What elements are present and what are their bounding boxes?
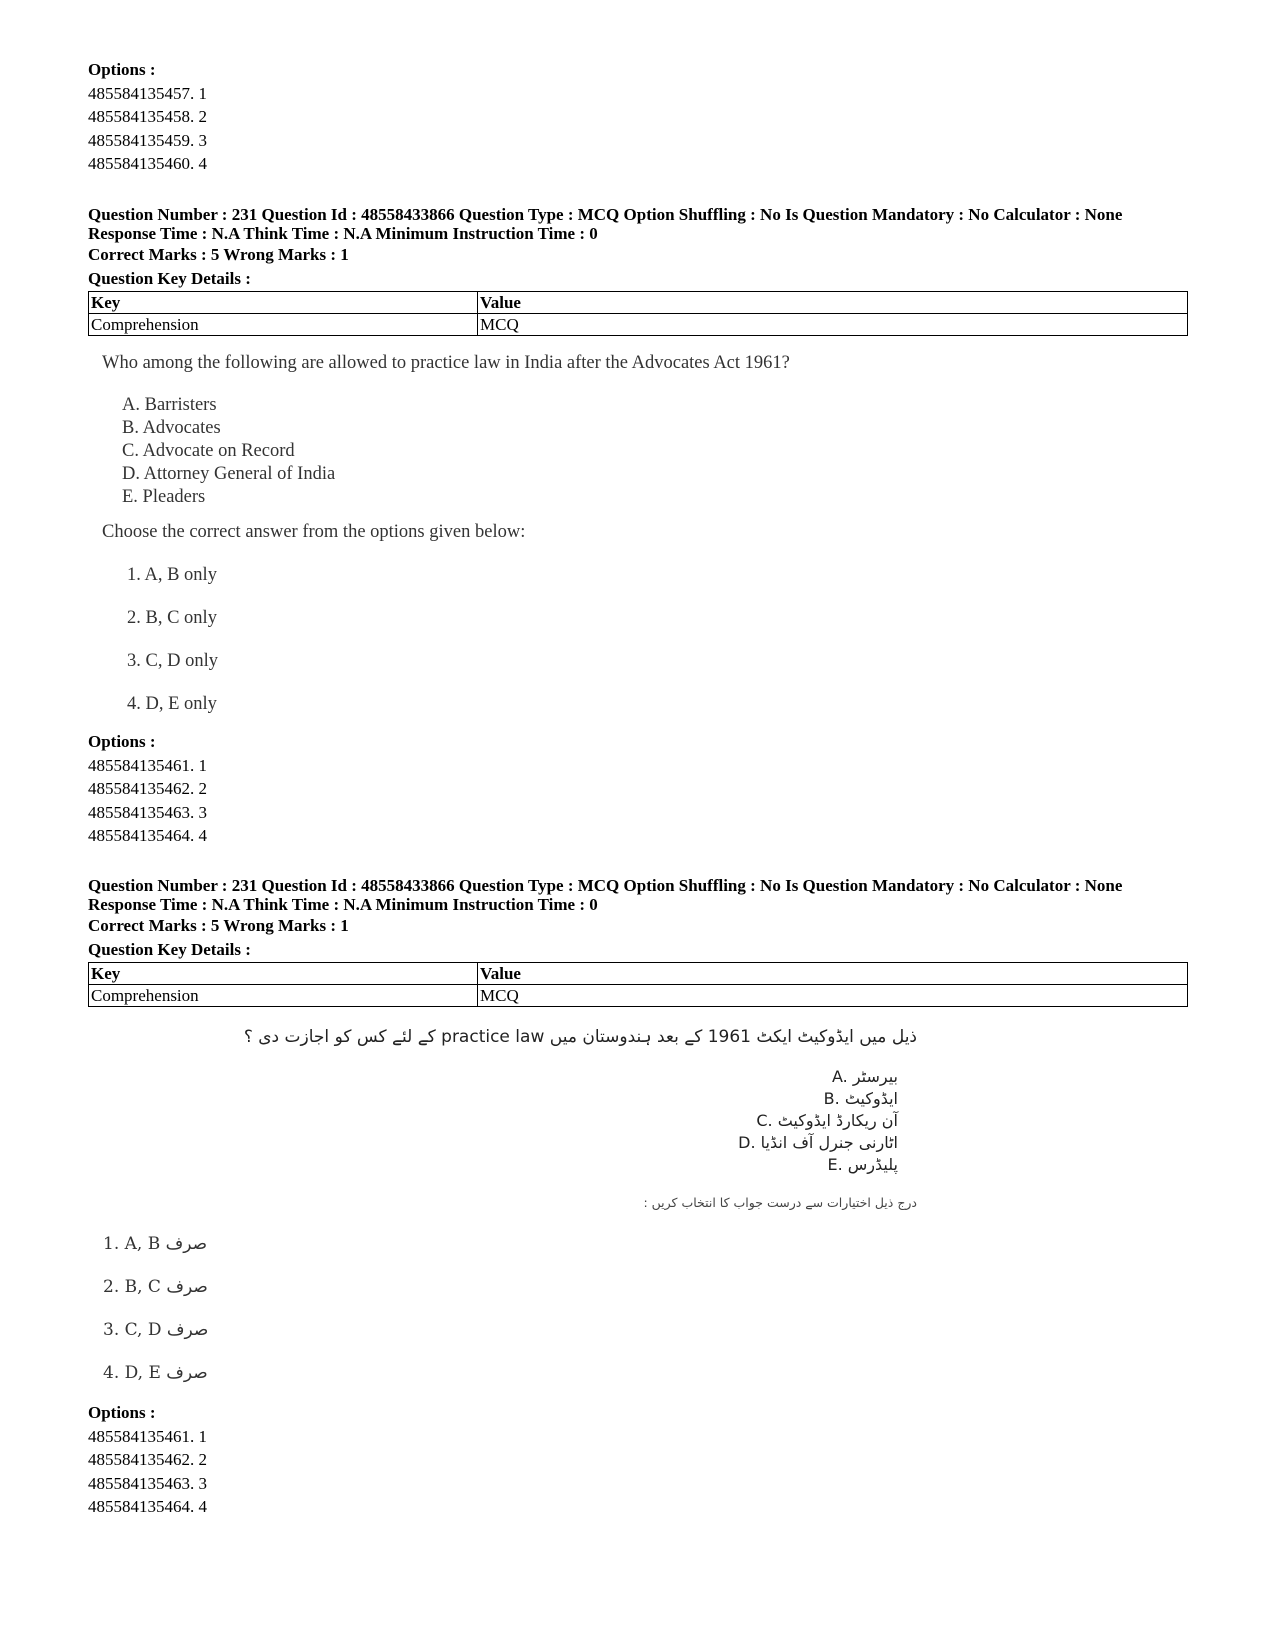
option-item: 485584135457. 1 — [88, 83, 207, 103]
meta-line-2: Response Time : N.A Think Time : N.A Minimum Instruction Time : 0 — [88, 224, 598, 243]
question-items — [122, 394, 335, 509]
list-item: E. Pleaders — [122, 487, 206, 507]
value-cell: MCQ — [478, 985, 1188, 1007]
list-item: E. پلیڈرس — [827, 1155, 898, 1174]
list-item: A. بیرسٹر — [831, 1067, 898, 1086]
answer-choice: 2. B, C صرف — [103, 1277, 208, 1297]
list-item: C. آن ریکارڈ ایڈوکیٹ — [756, 1111, 898, 1130]
question-text-urdu: ذیل میں ایڈوکیٹ ایکٹ 1961 کے بعد ہندوستان میں practice law کے لئے کس کو اجازت دی ؟ — [243, 1027, 917, 1047]
option-item: 485584135462. 2 — [88, 779, 207, 798]
question-items-urdu — [738, 1066, 898, 1176]
key-details-heading: Question Key Details : — [88, 940, 251, 959]
answer-choice: 4. D, E صرف — [103, 1363, 208, 1383]
value-header: Value — [478, 963, 1188, 985]
key-details-heading: Question Key Details : — [88, 269, 251, 288]
list-item: B. ایڈوکیٹ — [823, 1089, 898, 1108]
options-heading: Options : — [88, 1403, 156, 1422]
option-item: 485584135461. 1 — [88, 1426, 207, 1446]
key-cell: Comprehension — [89, 314, 478, 336]
key-header: Key — [89, 963, 478, 985]
options-list — [88, 730, 207, 848]
option-item: 485584135464. 4 — [88, 826, 207, 845]
instruction-text: Choose the correct answer from the options given below: — [102, 522, 526, 542]
options-heading: Options : — [88, 60, 156, 79]
options-heading: Options : — [88, 732, 156, 751]
marks: Correct Marks : 5 Wrong Marks : 1 — [88, 916, 349, 935]
option-item: 485584135462. 2 — [88, 1450, 207, 1469]
option-item: 485584135461. 1 — [88, 755, 207, 775]
answer-choice: 4. D, E only — [127, 694, 217, 714]
meta-line-1: Question Number : 231 Question Id : 48558433866 Question Type : MCQ Option Shuffling : No Is Question Mandatory : No Calculator : None — [88, 876, 1123, 895]
key-details-table — [88, 291, 1188, 336]
list-item: D. Attorney General of India — [122, 464, 336, 484]
value-cell: MCQ — [478, 314, 1188, 336]
answer-choice: 1. A, B only — [127, 565, 217, 585]
value-header: Value — [478, 292, 1188, 314]
list-item: A. Barristers — [122, 395, 217, 415]
question-meta — [88, 876, 1198, 914]
list-item: C. Advocate on Record — [122, 441, 295, 461]
key-details-table — [88, 962, 1188, 1007]
option-item: 485584135459. 3 — [88, 130, 207, 150]
options-list — [88, 1401, 207, 1519]
list-item: B. Advocates — [122, 418, 221, 438]
key-cell: Comprehension — [89, 985, 478, 1007]
option-item: 485584135464. 4 — [88, 1497, 207, 1516]
answer-choice: 3. C, D صرف — [103, 1320, 209, 1340]
meta-line-2: Response Time : N.A Think Time : N.A Minimum Instruction Time : 0 — [88, 895, 598, 914]
meta-line-1: Question Number : 231 Question Id : 48558433866 Question Type : MCQ Option Shuffling : No Is Question Mandatory : No Calculator : None — [88, 205, 1123, 224]
top-options — [88, 58, 207, 176]
question-text: Who among the following are allowed to practice law in India after the Advocates Act 1961? — [102, 353, 790, 373]
option-item: 485584135458. 2 — [88, 107, 207, 126]
answer-choice: 1. A, B صرف — [103, 1234, 208, 1254]
marks: Correct Marks : 5 Wrong Marks : 1 — [88, 245, 349, 264]
answer-choice: 3. C, D only — [127, 651, 218, 671]
option-item: 485584135463. 3 — [88, 1473, 207, 1493]
answer-choice: 2. B, C only — [127, 608, 217, 628]
option-item: 485584135463. 3 — [88, 802, 207, 822]
option-item: 485584135460. 4 — [88, 154, 207, 173]
instruction-text-urdu: درج ذیل اختیارات سے درست جواب کا انتخاب کریں : — [643, 1195, 917, 1210]
list-item: D. اٹارنی جنرل آف انڈیا — [738, 1133, 898, 1152]
question-meta — [88, 205, 1198, 243]
key-header: Key — [89, 292, 478, 314]
